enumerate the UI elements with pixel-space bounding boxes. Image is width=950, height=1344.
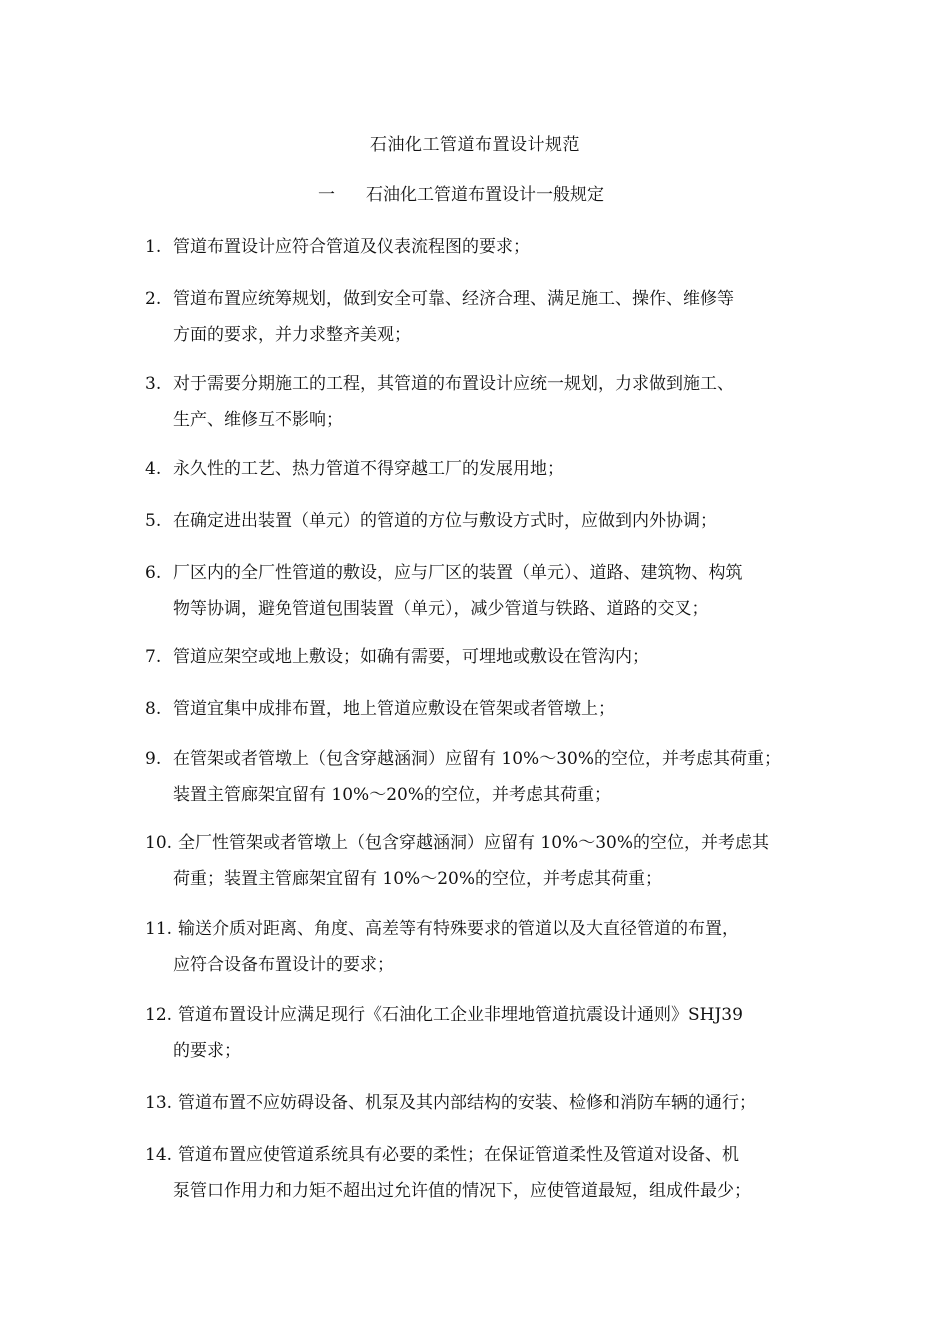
item-number: 2. (145, 289, 162, 309)
list-item (145, 366, 825, 438)
item-number: 3. (145, 374, 162, 394)
section-title: 石油化工管道布置设计一般规定 (366, 185, 604, 205)
item-text: 管道布置设计应符合管道及仪表流程图的要求； (173, 237, 530, 257)
item-text: 厂区内的全厂性管道的敷设，应与厂区的装置（单元）、道路、建筑物、构筑 (173, 563, 743, 583)
item-text-continuation: 的要求； (173, 1041, 241, 1061)
item-number: 6. (145, 563, 162, 583)
item-text-continuation: 应符合设备布置设计的要求； (173, 955, 394, 975)
list-item (145, 691, 825, 727)
list-item (145, 1137, 825, 1209)
list-item (145, 825, 825, 897)
item-text: 永久性的工艺、热力管道不得穿越工厂的发展用地； (173, 459, 564, 479)
item-text: 管道应架空或地上敷设；如确有需要，可埋地或敷设在管沟内； (173, 647, 649, 667)
item-text: 管道布置应使管道系统具有必要的柔性；在保证管道柔性及管道对设备、机 (178, 1145, 739, 1165)
item-number: 9. (145, 749, 162, 769)
section-heading (318, 183, 604, 207)
list-item (145, 451, 825, 487)
item-number: 13. (145, 1093, 173, 1113)
item-text: 管道布置不应妨碍设备、机泵及其内部结构的安装、检修和消防车辆的通行； (178, 1093, 756, 1113)
item-number: 7. (145, 647, 162, 667)
item-number: 10. (145, 833, 173, 853)
item-text-continuation: 物等协调，避免管道包围装置（单元），减少管道与铁路、道路的交叉； (173, 599, 709, 619)
item-text: 全厂性管架或者管墩上（包含穿越涵洞）应留有 10%～30%的空位，并考虑其 (178, 833, 769, 853)
list-item (145, 281, 825, 353)
item-text: 管道宜集中成排布置，地上管道应敷设在管架或者管墩上； (173, 699, 615, 719)
list-item (145, 503, 825, 539)
list-item (145, 1085, 825, 1121)
document-title: 石油化工管道布置设计规范 (370, 135, 580, 155)
list-item (145, 997, 825, 1069)
item-text: 在确定进出装置（单元）的管道的方位与敷设方式时，应做到内外协调； (173, 511, 717, 531)
list-item (145, 555, 825, 627)
item-text: 对于需要分期施工的工程，其管道的布置设计应统一规划，力求做到施工、 (173, 374, 734, 394)
item-number: 1. (145, 237, 162, 257)
list-item (145, 229, 825, 265)
item-number: 14. (145, 1145, 173, 1165)
list-item (145, 639, 825, 675)
item-number: 4. (145, 459, 162, 479)
item-number: 12. (145, 1005, 173, 1025)
item-text-continuation: 装置主管廊架宜留有 10%～20%的空位，并考虑其荷重； (173, 785, 611, 805)
item-text-continuation: 荷重；装置主管廊架宜留有 10%～20%的空位，并考虑其荷重； (173, 869, 662, 889)
section-number: 一 (318, 185, 335, 205)
item-text-continuation: 方面的要求，并力求整齐美观； (173, 325, 411, 345)
item-number: 8. (145, 699, 162, 719)
item-text: 输送介质对距离、角度、高差等有特殊要求的管道以及大直径管道的布置， (178, 919, 739, 939)
list-item (145, 741, 825, 813)
item-text: 管道布置应统筹规划，做到安全可靠、经济合理、满足施工、操作、维修等 (173, 289, 734, 309)
item-text: 管道布置设计应满足现行《石油化工企业非埋地管道抗震设计通则》SHJ39 (178, 1005, 743, 1025)
item-text-continuation: 泵管口作用力和力矩不超出过允许值的情况下，应使管道最短，组成件最少； (173, 1181, 751, 1201)
list-item (145, 911, 825, 983)
item-text: 在管架或者管墩上（包含穿越涵洞）应留有 10%～30%的空位，并考虑其荷重； (173, 749, 781, 769)
item-number: 11. (145, 919, 173, 939)
item-number: 5. (145, 511, 162, 531)
item-text-continuation: 生产、维修互不影响； (173, 410, 343, 430)
